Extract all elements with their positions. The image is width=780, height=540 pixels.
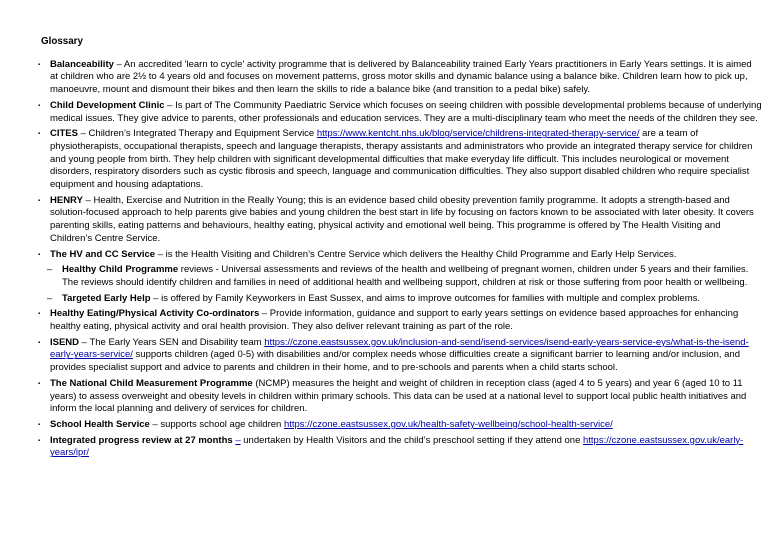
definition-text: – An accredited 'learn to cycle' activity programme that is delivered by Balanceability trained Early Years practitioners in Early Years settings. It is aimed at children who are 2½ to 4 years old and focuses on movement patterns, gross motor skills and dynamic balance using a balance bike. Children learn how to pick up, manoeuvre, mount and dismount their bikes and then learn the skills to ride a balance bike (and transition to a pedal bike) safely. <box>50 58 752 96</box>
isend-service-link[interactable]: https://czone.eastsussex.gov.uk/inclusion-and-send/isend-services/isend-early-years-service-eys/what-is-the-isend-early-years-service/ <box>50 336 749 361</box>
ipr-link[interactable]: https://czone.eastsussex.gov.uk/early-years/ipr/ <box>50 434 744 459</box>
dash-link[interactable]: – <box>235 434 241 446</box>
square-bullet-icon: ▪ <box>38 380 41 387</box>
term-label: HENRY <box>50 194 83 206</box>
definition-text: – Is part of The Community Paediatric Service which focuses on seeing children with possible developmental problems because of underlying medical issues. They give advice to parents, other professionals and education services. They are a multi-disciplinary team who meet the needs of the children they see. <box>50 99 762 124</box>
cites-service-link[interactable]: https://www.kentcht.nhs.uk/blog/service/childrens-integrated-therapy-service/ <box>316 128 640 140</box>
school-health-service-link[interactable]: https://czone.eastsussex.gov.uk/health-safety-wellbeing/school-health-service/ <box>283 418 613 430</box>
square-bullet-icon: ▪ <box>38 251 41 258</box>
glossary-entry-ncmp <box>38 378 762 416</box>
definition-text: – Children’s Integrated Therapy and Equipment Service <box>77 128 317 140</box>
square-bullet-icon: ▪ <box>38 197 41 204</box>
term-label: Healthy Child Programme <box>62 264 179 276</box>
square-bullet-icon: ▪ <box>38 102 41 109</box>
definition-text: undertaken by Health Visitors and the child’s preschool setting if they attend one <box>240 434 583 446</box>
definition-text: – supports school age children <box>149 418 284 430</box>
definition-text: – is the Health Visiting and Children’s Centre Service which delivers the Healthy Child Programme and Early Help Services. <box>155 248 677 260</box>
term-label: The HV and CC Service <box>50 248 156 260</box>
term-label: The National Child Measurement Programme <box>50 377 253 389</box>
entry-body <box>50 128 762 192</box>
definition-text: are a team of physiotherapists, occupational therapists, speech and language therapists, therapy assistants and administrators who provide an integrated therapy service for children and young people from birth. They help children with significant developmental difficulties that make everyday life difficult. This includes neurological or movement disorders, respiratory disorders such as cystic fibrosis and speech, language and communication difficulties. They also support disabled children who require specialist equipment and housing adaptations. <box>50 128 753 191</box>
glossary-entry-hv-cc-service <box>38 249 762 262</box>
entry-body <box>50 249 762 262</box>
entry-body <box>50 337 762 375</box>
term-label: Targeted Early Help <box>62 292 151 304</box>
glossary-list <box>38 59 762 460</box>
glossary-entry-isend <box>38 337 762 375</box>
entry-body <box>50 59 762 97</box>
entry-body <box>50 195 762 246</box>
definition-text: – is offered by Family Keyworkers in East Sussex, and aims to improve outcomes for families with multiple and complex problems. <box>150 292 700 304</box>
glossary-subentry-healthy-child-programme <box>47 264 762 289</box>
dash-bullet-icon: – <box>47 264 53 276</box>
page-title: Glossary <box>41 36 83 47</box>
term-label: School Health Service <box>50 418 150 430</box>
glossary-entry-balanceability <box>38 59 762 97</box>
term-label: CITES <box>50 128 78 140</box>
square-bullet-icon: ▪ <box>38 421 41 428</box>
glossary-entry-cites <box>38 128 762 192</box>
definition-text: reviews - Universal assessments and reviews of the health and wellbeing of pregnant women, children under 5 years and their families. The reviews should identify children and families in need of additional health and wellbeing support, children at risk or those suffering from poor health or wellbeing. <box>62 264 749 288</box>
definition-text: (NCMP) measures the height and weight of children in reception class (aged 4 to 5 years) and year 6 (aged 10 to 11 years) to assess overweight and obesity levels in children within primary schools. This data can be used at a national level to support local public health initiatives and inform the local planning and delivery of services for children. <box>50 377 747 415</box>
definition-text: – Provide information, guidance and support to early years settings on evidence based approaches for enhancing healthy eating, physical activity and oral health provision. They also deliver relevant training as part of the role. <box>50 308 739 333</box>
glossary-entry-henry <box>38 195 762 246</box>
entry-body <box>62 264 762 289</box>
entry-body <box>50 435 762 460</box>
square-bullet-icon: ▪ <box>38 61 41 68</box>
square-bullet-icon: ▪ <box>38 437 41 444</box>
entry-body <box>50 100 762 125</box>
square-bullet-icon: ▪ <box>38 339 41 346</box>
dash-bullet-icon: – <box>47 292 53 304</box>
glossary-subentry-targeted-early-help <box>47 293 762 306</box>
entry-body <box>50 308 762 333</box>
square-bullet-icon: ▪ <box>38 311 41 318</box>
term-label: Integrated progress review at 27 months <box>50 434 236 446</box>
term-label: ISEND <box>50 336 80 348</box>
entry-body <box>50 378 762 416</box>
glossary-entry-child-development-clinic <box>38 100 762 125</box>
glossary-entry-healthy-eating-coordinators <box>38 308 762 333</box>
square-bullet-icon: ▪ <box>38 131 41 138</box>
definition-text: – The Early Years SEN and Disability team <box>79 336 265 348</box>
term-label: Balanceability <box>50 58 114 70</box>
entry-body <box>62 293 762 306</box>
term-label: Healthy Eating/Physical Activity Co-ordinators <box>50 308 260 320</box>
definition-text: – Health, Exercise and Nutrition in the Really Young; this is an evidence based child obesity prevention family programme. It adopts a strength-based and solution-focused approach to help parents give babies and young children the best start in life by focusing on factors known to be associated with later obesity. It covers parenting skills, eating patterns and behaviours, healthy eating, physical activity and emotional well being. This programme is offered by The Health Visiting and Children’s Centre Service. <box>50 194 754 244</box>
entry-body <box>50 419 762 432</box>
glossary-entry-school-health-service <box>38 419 762 432</box>
definition-text: supports children (aged 0-5) with disabilities and/or complex needs whose difficulties create a significant barrier to learning and/or inclusion, and provides specialist support and advice to parents and children in their home, and to pre-schools and parents when a child starts school. <box>50 349 740 374</box>
term-label: Child Development Clinic <box>50 99 165 111</box>
glossary-entry-integrated-progress-review <box>38 435 762 460</box>
